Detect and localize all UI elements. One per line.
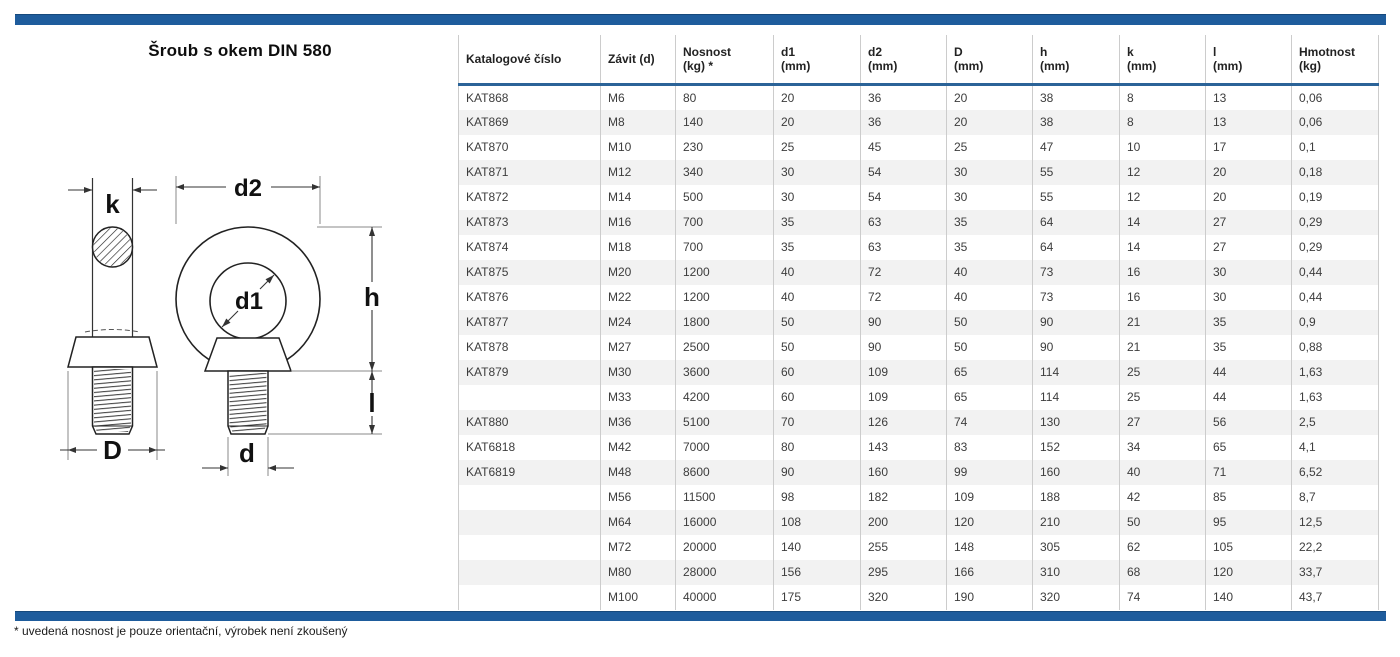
cell bbox=[459, 560, 601, 585]
cell: 95 bbox=[1206, 510, 1292, 535]
cell: 1,63 bbox=[1292, 360, 1379, 385]
cell: 500 bbox=[676, 185, 774, 210]
cell: 700 bbox=[676, 235, 774, 260]
cell: 90 bbox=[861, 335, 947, 360]
cell: 30 bbox=[774, 185, 861, 210]
cell: 182 bbox=[861, 485, 947, 510]
column-header: l (mm) bbox=[1206, 35, 1292, 85]
cell: 109 bbox=[947, 485, 1033, 510]
cell: 62 bbox=[1120, 535, 1206, 560]
dim-label-D: D bbox=[103, 435, 122, 465]
cell: 40000 bbox=[676, 585, 774, 610]
column-header: d2 (mm) bbox=[861, 35, 947, 85]
cell: 38 bbox=[1033, 85, 1120, 110]
cell: 65 bbox=[947, 360, 1033, 385]
eye-bolt-technical-drawing bbox=[30, 160, 450, 510]
cell: 40 bbox=[947, 285, 1033, 310]
cell: 320 bbox=[861, 585, 947, 610]
cell: M22 bbox=[601, 285, 676, 310]
cell: 42 bbox=[1120, 485, 1206, 510]
cell: 35 bbox=[1206, 310, 1292, 335]
cell: 60 bbox=[774, 360, 861, 385]
cell: 114 bbox=[1033, 360, 1120, 385]
cell: 21 bbox=[1120, 335, 1206, 360]
cell: M8 bbox=[601, 110, 676, 135]
cell: KAT878 bbox=[459, 335, 601, 360]
dimension-d2 bbox=[176, 175, 320, 224]
front-view bbox=[176, 175, 382, 476]
table-row bbox=[459, 210, 1379, 235]
cell: 90 bbox=[1033, 335, 1120, 360]
cell bbox=[459, 385, 601, 410]
cell: M42 bbox=[601, 435, 676, 460]
cell: KAT876 bbox=[459, 285, 601, 310]
cell: 20 bbox=[774, 85, 861, 110]
cell: 90 bbox=[1033, 310, 1120, 335]
cell: 63 bbox=[861, 210, 947, 235]
cell: 34 bbox=[1120, 435, 1206, 460]
dim-label-l: l bbox=[368, 388, 376, 418]
header-row bbox=[459, 35, 1379, 85]
cell: 30 bbox=[774, 160, 861, 185]
cell: 28000 bbox=[676, 560, 774, 585]
table-row bbox=[459, 585, 1379, 610]
cell: KAT871 bbox=[459, 160, 601, 185]
cell: 2500 bbox=[676, 335, 774, 360]
cell: 1200 bbox=[676, 260, 774, 285]
cell: 74 bbox=[1120, 585, 1206, 610]
cell: 60 bbox=[774, 385, 861, 410]
cell bbox=[459, 510, 601, 535]
footnote: * uvedená nosnost je pouze orientační, výrobek není zkoušený bbox=[14, 624, 348, 638]
cell: 0,19 bbox=[1292, 185, 1379, 210]
cell: KAT880 bbox=[459, 410, 601, 435]
page-title: Šroub s okem DIN 580 bbox=[148, 41, 332, 60]
cell: 90 bbox=[861, 310, 947, 335]
cell: 64 bbox=[1033, 235, 1120, 260]
cell: 63 bbox=[861, 235, 947, 260]
cell: 13 bbox=[1206, 110, 1292, 135]
cell: 108 bbox=[774, 510, 861, 535]
dim-label-d2: d2 bbox=[233, 175, 263, 202]
cell: 140 bbox=[774, 535, 861, 560]
table-row bbox=[459, 85, 1379, 110]
cell: 80 bbox=[774, 435, 861, 460]
cell: M33 bbox=[601, 385, 676, 410]
cell: 50 bbox=[774, 310, 861, 335]
cell: 55 bbox=[1033, 160, 1120, 185]
bottom-divider-bar bbox=[15, 611, 1386, 621]
cell: 166 bbox=[947, 560, 1033, 585]
cell: 72 bbox=[861, 260, 947, 285]
table-row bbox=[459, 435, 1379, 460]
cell: 6,52 bbox=[1292, 460, 1379, 485]
dimension-k bbox=[68, 187, 157, 219]
cell: 0,44 bbox=[1292, 285, 1379, 310]
cell: 85 bbox=[1206, 485, 1292, 510]
dimension-l bbox=[368, 371, 375, 434]
cell: 0,9 bbox=[1292, 310, 1379, 335]
cell: M64 bbox=[601, 510, 676, 535]
cell: 73 bbox=[1033, 260, 1120, 285]
cell: 8 bbox=[1120, 110, 1206, 135]
cell: 156 bbox=[774, 560, 861, 585]
cell: 0,29 bbox=[1292, 210, 1379, 235]
cell: 0,44 bbox=[1292, 260, 1379, 285]
cell: 16 bbox=[1120, 260, 1206, 285]
cell: 109 bbox=[861, 385, 947, 410]
cell: 5100 bbox=[676, 410, 774, 435]
spec-table bbox=[458, 35, 1379, 610]
column-header: Hmotnost (kg) bbox=[1292, 35, 1379, 85]
cell: 17 bbox=[1206, 135, 1292, 160]
cell: M36 bbox=[601, 410, 676, 435]
table-row bbox=[459, 135, 1379, 160]
cell: KAT6818 bbox=[459, 435, 601, 460]
dim-label-h: h bbox=[364, 282, 380, 312]
cell: 12 bbox=[1120, 185, 1206, 210]
cell: 36 bbox=[861, 110, 947, 135]
cell: 30 bbox=[947, 185, 1033, 210]
cell: 99 bbox=[947, 460, 1033, 485]
cell bbox=[459, 535, 601, 560]
cell: 35 bbox=[774, 235, 861, 260]
cell: 340 bbox=[676, 160, 774, 185]
cell: 0,06 bbox=[1292, 85, 1379, 110]
cell: 30 bbox=[1206, 260, 1292, 285]
table-row bbox=[459, 560, 1379, 585]
table-row bbox=[459, 260, 1379, 285]
cell: 4,1 bbox=[1292, 435, 1379, 460]
cell: M6 bbox=[601, 85, 676, 110]
cell: M10 bbox=[601, 135, 676, 160]
cell: 310 bbox=[1033, 560, 1120, 585]
table-body bbox=[459, 85, 1379, 610]
cell: 175 bbox=[774, 585, 861, 610]
cell: 230 bbox=[676, 135, 774, 160]
cell: KAT875 bbox=[459, 260, 601, 285]
table-row bbox=[459, 110, 1379, 135]
cell: 20000 bbox=[676, 535, 774, 560]
cell: 22,2 bbox=[1292, 535, 1379, 560]
cell: 20 bbox=[1206, 185, 1292, 210]
cell: 11500 bbox=[676, 485, 774, 510]
cell: 54 bbox=[861, 160, 947, 185]
column-header: k (mm) bbox=[1120, 35, 1206, 85]
dim-label-d: d bbox=[239, 438, 255, 468]
cell: 0,88 bbox=[1292, 335, 1379, 360]
collar-front bbox=[205, 338, 291, 371]
cell: 72 bbox=[861, 285, 947, 310]
table-row bbox=[459, 310, 1379, 335]
cell: 55 bbox=[1033, 185, 1120, 210]
table-row bbox=[459, 235, 1379, 260]
cell: 130 bbox=[1033, 410, 1120, 435]
cell: M72 bbox=[601, 535, 676, 560]
column-header: Nosnost (kg) * bbox=[676, 35, 774, 85]
cell: KAT870 bbox=[459, 135, 601, 160]
cell: 126 bbox=[861, 410, 947, 435]
cell: KAT6819 bbox=[459, 460, 601, 485]
cell: M20 bbox=[601, 260, 676, 285]
cell: 16000 bbox=[676, 510, 774, 535]
cell: 8600 bbox=[676, 460, 774, 485]
spec-table-container bbox=[458, 35, 1379, 610]
column-header: h (mm) bbox=[1033, 35, 1120, 85]
cell: M100 bbox=[601, 585, 676, 610]
cell: 109 bbox=[861, 360, 947, 385]
cell: 44 bbox=[1206, 360, 1292, 385]
cell: 1800 bbox=[676, 310, 774, 335]
cell: 64 bbox=[1033, 210, 1120, 235]
cell: 45 bbox=[861, 135, 947, 160]
cell bbox=[459, 485, 601, 510]
cell: 10 bbox=[1120, 135, 1206, 160]
cell: 20 bbox=[1206, 160, 1292, 185]
cell: KAT872 bbox=[459, 185, 601, 210]
cell: 3600 bbox=[676, 360, 774, 385]
cell: 65 bbox=[1206, 435, 1292, 460]
cell: KAT877 bbox=[459, 310, 601, 335]
table-row bbox=[459, 335, 1379, 360]
column-header: Závit (d) bbox=[601, 35, 676, 85]
cell: 0,29 bbox=[1292, 235, 1379, 260]
cell: 40 bbox=[947, 260, 1033, 285]
table-row bbox=[459, 510, 1379, 535]
cell: 35 bbox=[947, 210, 1033, 235]
cell: 33,7 bbox=[1292, 560, 1379, 585]
cell: 50 bbox=[774, 335, 861, 360]
cell: 13 bbox=[1206, 85, 1292, 110]
cell: 35 bbox=[1206, 335, 1292, 360]
cell: 20 bbox=[947, 85, 1033, 110]
cell: 27 bbox=[1206, 210, 1292, 235]
cell: M24 bbox=[601, 310, 676, 335]
cell: 47 bbox=[1033, 135, 1120, 160]
table-row bbox=[459, 485, 1379, 510]
cell: 83 bbox=[947, 435, 1033, 460]
dim-label-k: k bbox=[105, 189, 120, 219]
cell: 50 bbox=[947, 310, 1033, 335]
cell: 1200 bbox=[676, 285, 774, 310]
cell: KAT868 bbox=[459, 85, 601, 110]
cell: M12 bbox=[601, 160, 676, 185]
cell: 188 bbox=[1033, 485, 1120, 510]
table-row bbox=[459, 185, 1379, 210]
cell bbox=[459, 585, 601, 610]
cell: 114 bbox=[1033, 385, 1120, 410]
cell: 210 bbox=[1033, 510, 1120, 535]
cell: 25 bbox=[1120, 385, 1206, 410]
collar-side bbox=[68, 337, 157, 367]
table-row bbox=[459, 385, 1379, 410]
cell: 50 bbox=[947, 335, 1033, 360]
cell: 90 bbox=[774, 460, 861, 485]
cell: 40 bbox=[1120, 460, 1206, 485]
cell: M30 bbox=[601, 360, 676, 385]
cell: 320 bbox=[1033, 585, 1120, 610]
cell: 98 bbox=[774, 485, 861, 510]
cell: KAT879 bbox=[459, 360, 601, 385]
cell: 160 bbox=[1033, 460, 1120, 485]
cell: 80 bbox=[676, 85, 774, 110]
cell: 38 bbox=[1033, 110, 1120, 135]
column-header: Katalogové číslo bbox=[459, 35, 601, 85]
table-row bbox=[459, 360, 1379, 385]
table-row bbox=[459, 410, 1379, 435]
cell: KAT874 bbox=[459, 235, 601, 260]
column-header: D (mm) bbox=[947, 35, 1033, 85]
cell: 25 bbox=[774, 135, 861, 160]
cell: 27 bbox=[1120, 410, 1206, 435]
cell: 14 bbox=[1120, 235, 1206, 260]
cell: 73 bbox=[1033, 285, 1120, 310]
cell: 8,7 bbox=[1292, 485, 1379, 510]
cell: M27 bbox=[601, 335, 676, 360]
cell: 140 bbox=[676, 110, 774, 135]
cell: M80 bbox=[601, 560, 676, 585]
cell: 120 bbox=[1206, 560, 1292, 585]
cell: 152 bbox=[1033, 435, 1120, 460]
cell: M18 bbox=[601, 235, 676, 260]
cell: KAT873 bbox=[459, 210, 601, 235]
cell: 120 bbox=[947, 510, 1033, 535]
dim-label-d1: d1 bbox=[234, 288, 264, 315]
cell: 14 bbox=[1120, 210, 1206, 235]
table-row bbox=[459, 460, 1379, 485]
table-row bbox=[459, 285, 1379, 310]
cell: 30 bbox=[1206, 285, 1292, 310]
dimension-h bbox=[364, 227, 380, 371]
cell: 20 bbox=[947, 110, 1033, 135]
cell: 43,7 bbox=[1292, 585, 1379, 610]
cell: 27 bbox=[1206, 235, 1292, 260]
cell: 1,63 bbox=[1292, 385, 1379, 410]
cell: 295 bbox=[861, 560, 947, 585]
cell: 140 bbox=[1206, 585, 1292, 610]
cell: 36 bbox=[861, 85, 947, 110]
cell: 21 bbox=[1120, 310, 1206, 335]
cell: 2,5 bbox=[1292, 410, 1379, 435]
table-row bbox=[459, 160, 1379, 185]
cell: 143 bbox=[861, 435, 947, 460]
cell: 0,06 bbox=[1292, 110, 1379, 135]
cell: 30 bbox=[947, 160, 1033, 185]
cell: 40 bbox=[774, 260, 861, 285]
cell: M16 bbox=[601, 210, 676, 235]
cell: 12,5 bbox=[1292, 510, 1379, 535]
cell: 44 bbox=[1206, 385, 1292, 410]
cell: 105 bbox=[1206, 535, 1292, 560]
cell: 35 bbox=[774, 210, 861, 235]
cell: 50 bbox=[1120, 510, 1206, 535]
cell: 20 bbox=[774, 110, 861, 135]
cell: 8 bbox=[1120, 85, 1206, 110]
cell: 65 bbox=[947, 385, 1033, 410]
cell: 56 bbox=[1206, 410, 1292, 435]
cell: 0,1 bbox=[1292, 135, 1379, 160]
cell: KAT869 bbox=[459, 110, 601, 135]
cell: 70 bbox=[774, 410, 861, 435]
cell: 35 bbox=[947, 235, 1033, 260]
top-divider-bar bbox=[15, 14, 1386, 25]
cell: 71 bbox=[1206, 460, 1292, 485]
cell: 200 bbox=[861, 510, 947, 535]
column-header: d1 (mm) bbox=[774, 35, 861, 85]
dimension-d bbox=[202, 437, 294, 476]
cell: 160 bbox=[861, 460, 947, 485]
cell: M56 bbox=[601, 485, 676, 510]
cell: 68 bbox=[1120, 560, 1206, 585]
cell: M48 bbox=[601, 460, 676, 485]
side-view bbox=[60, 178, 165, 465]
cell: 305 bbox=[1033, 535, 1120, 560]
table-header bbox=[459, 35, 1379, 85]
cell: 700 bbox=[676, 210, 774, 235]
cell: 148 bbox=[947, 535, 1033, 560]
cell: 7000 bbox=[676, 435, 774, 460]
cell: 54 bbox=[861, 185, 947, 210]
cell: M14 bbox=[601, 185, 676, 210]
cell: 255 bbox=[861, 535, 947, 560]
cell: 4200 bbox=[676, 385, 774, 410]
cell: 40 bbox=[774, 285, 861, 310]
table-row bbox=[459, 535, 1379, 560]
cell: 16 bbox=[1120, 285, 1206, 310]
cell: 74 bbox=[947, 410, 1033, 435]
cell: 0,18 bbox=[1292, 160, 1379, 185]
cell: 25 bbox=[1120, 360, 1206, 385]
cell: 12 bbox=[1120, 160, 1206, 185]
cell: 190 bbox=[947, 585, 1033, 610]
cell: 25 bbox=[947, 135, 1033, 160]
